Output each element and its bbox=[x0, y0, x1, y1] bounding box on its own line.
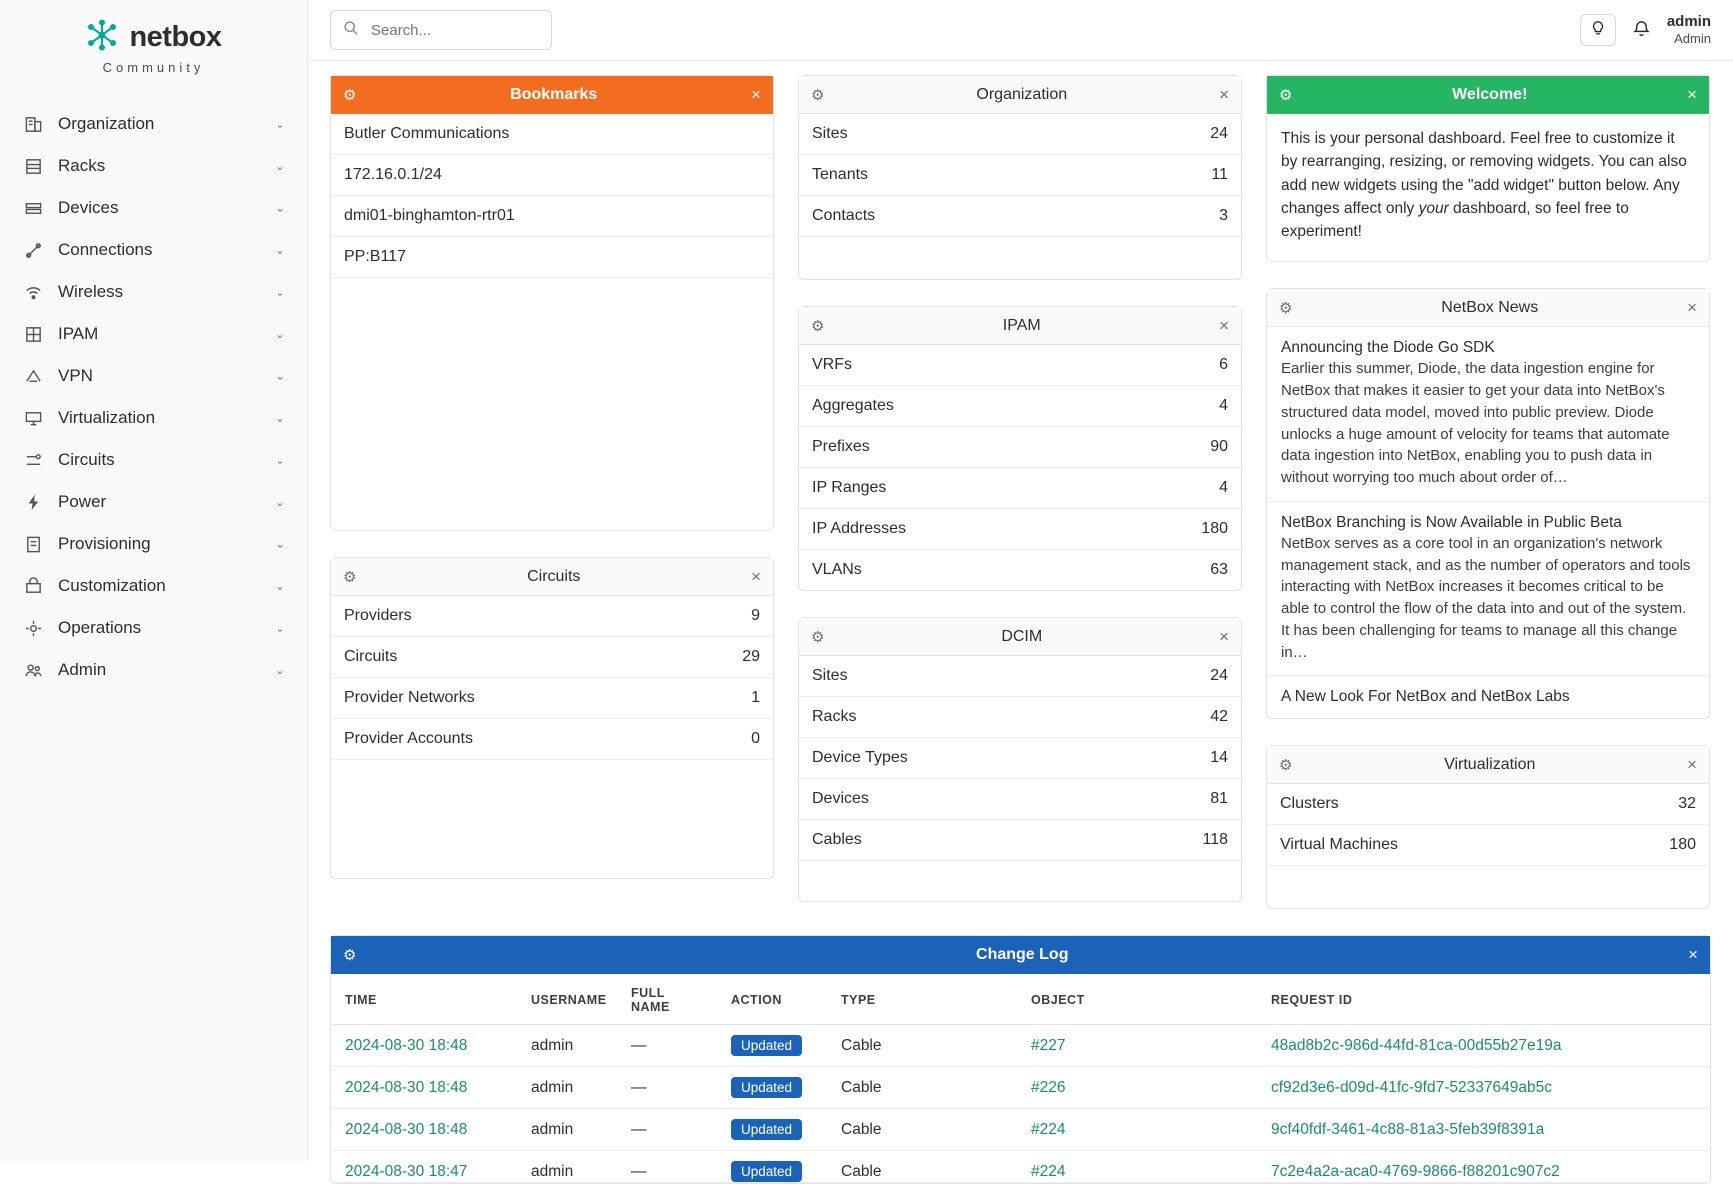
provisioning-icon bbox=[22, 533, 44, 555]
list-item-label: Virtual Machines bbox=[1280, 836, 1398, 854]
bookmarks-widget bbox=[330, 75, 774, 531]
list-item[interactable] bbox=[331, 678, 773, 719]
list-item-label: Circuits bbox=[344, 648, 398, 665]
dashboard-column-right bbox=[1266, 75, 1710, 909]
column-header-type[interactable]: TYPE bbox=[827, 974, 1017, 1025]
status-badge: Updated bbox=[731, 1077, 802, 1098]
bookmarks-empty-space bbox=[331, 278, 773, 530]
changelog-widget-title: Change Log bbox=[976, 945, 1069, 963]
virtualization-list bbox=[1267, 784, 1709, 908]
news-item-title: NetBox Branching is Now Available in Public Beta bbox=[1281, 513, 1622, 531]
admin-icon bbox=[22, 659, 44, 681]
news-widget-header bbox=[1267, 289, 1709, 327]
cell-username: admin bbox=[517, 1067, 617, 1109]
gear-icon[interactable]: ⚙ bbox=[811, 317, 825, 335]
bell-icon[interactable] bbox=[1632, 19, 1651, 42]
gear-icon[interactable]: ⚙ bbox=[343, 568, 357, 586]
topbar-right bbox=[1580, 13, 1711, 48]
sidebar-item-label: Operations bbox=[58, 618, 142, 637]
vpn-icon bbox=[22, 365, 44, 387]
sidebar-item-ipam[interactable] bbox=[0, 313, 307, 355]
search-input[interactable] bbox=[369, 21, 539, 40]
column-header-object[interactable]: OBJECT bbox=[1017, 974, 1257, 1025]
cell-type: Cable bbox=[827, 1067, 1017, 1109]
cell-request-id[interactable]: cf92d3e6-d09d-41fc-9fd7-52337649ab5c bbox=[1257, 1067, 1710, 1109]
ipam-widget bbox=[798, 306, 1242, 591]
circuits-icon bbox=[22, 449, 44, 471]
cell-fullname: — bbox=[617, 1067, 717, 1109]
sidebar-item-label: IPAM bbox=[58, 324, 99, 343]
list-item-value: 1 bbox=[751, 689, 760, 706]
close-icon[interactable]: × bbox=[1687, 298, 1697, 318]
bookmarks-list bbox=[331, 114, 773, 530]
cell-time[interactable]: 2024-08-30 18:48 bbox=[331, 1025, 517, 1067]
chevron-down-icon: ⌄ bbox=[274, 243, 285, 257]
status-badge: Updated bbox=[731, 1119, 802, 1140]
welcome-widget-body bbox=[1267, 114, 1709, 261]
dashboard-column-middle bbox=[798, 75, 1242, 902]
changelog-table bbox=[331, 974, 1710, 1183]
dcim-widget-title: DCIM bbox=[1001, 627, 1043, 645]
news-item-body: NetBox serves as a core tool in an organization's network management stack, and as the number of operators and tools interacting with NetBox increases it becomes critical to be able to control the flow of the data into and out of the system. It has been challenging for teams to manage all this change in… bbox=[1281, 534, 1691, 661]
close-icon[interactable]: × bbox=[1687, 85, 1697, 104]
cell-time[interactable]: 2024-08-30 18:48 bbox=[331, 1109, 517, 1151]
organization-widget-title: Organization bbox=[976, 85, 1068, 103]
sidebar-item-devices[interactable] bbox=[0, 187, 307, 229]
ipam-widget-header bbox=[799, 307, 1241, 345]
list-item[interactable] bbox=[799, 468, 1241, 509]
news-list bbox=[1267, 327, 1709, 718]
cell-object[interactable]: #224 bbox=[1017, 1109, 1257, 1151]
cell-fullname: — bbox=[617, 1151, 717, 1183]
gear-icon[interactable]: ⚙ bbox=[343, 86, 357, 104]
list-item-label: IP Ranges bbox=[812, 479, 887, 496]
organization-icon bbox=[22, 113, 44, 135]
search-box[interactable] bbox=[330, 10, 552, 50]
close-icon[interactable]: × bbox=[751, 567, 761, 586]
circuits-widget bbox=[330, 557, 774, 879]
main-area bbox=[308, 0, 1733, 1180]
welcome-text-emphasis: your bbox=[1418, 199, 1449, 217]
sidebar bbox=[0, 0, 308, 1161]
cell-username: admin bbox=[517, 1025, 617, 1067]
cell-request-id[interactable]: 48ad8b2c-986d-44fd-81ca-00d55b27e19a bbox=[1257, 1025, 1710, 1067]
list-item-value: 4 bbox=[1219, 479, 1228, 496]
list-item[interactable] bbox=[799, 509, 1241, 550]
virtualization-empty-space bbox=[1267, 866, 1709, 908]
list-item-value: 180 bbox=[1669, 836, 1696, 854]
news-item-title: A New Look For NetBox and NetBox Labs bbox=[1281, 688, 1570, 706]
sidebar-item-label: Racks bbox=[58, 156, 106, 175]
sidebar-item-organization[interactable] bbox=[0, 103, 307, 145]
list-item[interactable] bbox=[1267, 327, 1709, 502]
power-icon bbox=[22, 491, 44, 513]
cell-username: admin bbox=[517, 1151, 617, 1183]
list-item[interactable] bbox=[799, 155, 1241, 196]
chevron-down-icon: ⌄ bbox=[274, 411, 285, 425]
list-item-label: Devices bbox=[812, 790, 869, 807]
chevron-down-icon: ⌄ bbox=[274, 117, 285, 131]
list-item[interactable] bbox=[799, 114, 1241, 155]
sidebar-item-wireless[interactable] bbox=[0, 271, 307, 313]
list-item-value: 24 bbox=[1210, 125, 1228, 142]
welcome-text-part1: This is your personal dashboard. Feel free to customize it by rearranging, resizing, or removing widgets. You can also add new widgets using the "add widget" button below. Any changes affect only bbox=[1281, 130, 1687, 217]
list-item-label: Contacts bbox=[812, 207, 876, 224]
virtualization-widget-header bbox=[1267, 746, 1709, 784]
sidebar-item-circuits[interactable] bbox=[0, 439, 307, 481]
news-widget bbox=[1266, 288, 1710, 719]
welcome-widget-title: Welcome! bbox=[1452, 85, 1528, 103]
cell-request-id[interactable]: 7c2e4a2a-aca0-4769-9866-f88201c907c2 bbox=[1257, 1151, 1710, 1183]
news-item-title: Announcing the Diode Go SDK bbox=[1281, 339, 1495, 357]
list-item[interactable] bbox=[331, 637, 773, 678]
circuits-list bbox=[331, 596, 773, 878]
list-item[interactable]: PP:B117 bbox=[331, 237, 773, 278]
sidebar-item-label: Connections bbox=[58, 240, 153, 259]
chevron-down-icon: ⌄ bbox=[274, 369, 285, 383]
cell-time[interactable]: 2024-08-30 18:47 bbox=[331, 1151, 517, 1183]
welcome-text-part2: dashboard, so feel free to experiment! bbox=[1281, 199, 1629, 240]
bookmarks-widget-header bbox=[331, 76, 773, 114]
cell-request-id[interactable]: 9cf40fdf-3461-4c88-81a3-5feb39f8391a bbox=[1257, 1109, 1710, 1151]
user-menu[interactable] bbox=[1667, 13, 1711, 48]
news-widget-title: NetBox News bbox=[1441, 298, 1539, 316]
list-item[interactable]: 172.16.0.1/24 bbox=[331, 155, 773, 196]
close-icon[interactable]: × bbox=[751, 85, 761, 104]
circuits-widget-title: Circuits bbox=[527, 567, 581, 585]
list-item-label: Clusters bbox=[1280, 795, 1339, 813]
gear-icon[interactable]: ⚙ bbox=[1279, 756, 1293, 774]
sidebar-item-label: VPN bbox=[58, 366, 93, 385]
cell-object[interactable]: #227 bbox=[1017, 1025, 1257, 1067]
list-item[interactable] bbox=[799, 386, 1241, 427]
brand-name: netbox bbox=[129, 20, 222, 53]
sidebar-item-label: Devices bbox=[58, 198, 119, 217]
dashboard bbox=[308, 61, 1733, 1184]
list-item-value: 63 bbox=[1210, 561, 1228, 578]
list-item[interactable] bbox=[799, 196, 1241, 237]
close-icon[interactable]: × bbox=[1219, 316, 1229, 335]
list-item[interactable] bbox=[1267, 502, 1709, 677]
table-header-row bbox=[331, 974, 1710, 1025]
list-item-label: Tenants bbox=[812, 166, 869, 183]
chevron-down-icon: ⌄ bbox=[274, 285, 285, 299]
sidebar-item-label: Power bbox=[58, 492, 107, 511]
cell-type: Cable bbox=[827, 1151, 1017, 1183]
list-item-value: 0 bbox=[751, 730, 760, 747]
brand-subtitle: Community bbox=[102, 60, 205, 75]
sidebar-item-label: Virtualization bbox=[58, 408, 156, 427]
list-item[interactable] bbox=[799, 697, 1241, 738]
table-row[interactable] bbox=[331, 1025, 1710, 1067]
list-item-label: Provider Accounts bbox=[344, 730, 473, 747]
theme-toggle-button[interactable] bbox=[1580, 14, 1616, 46]
list-item-label: Sites bbox=[812, 667, 848, 684]
chevron-down-icon: ⌄ bbox=[274, 537, 285, 551]
list-item[interactable] bbox=[1267, 784, 1709, 825]
list-item-value: 42 bbox=[1210, 708, 1228, 725]
ipam-icon bbox=[22, 323, 44, 345]
cell-object[interactable]: #224 bbox=[1017, 1151, 1257, 1183]
list-item-label: VRFs bbox=[812, 356, 852, 373]
sidebar-item-label: Organization bbox=[58, 114, 155, 133]
operations-icon bbox=[22, 617, 44, 639]
chevron-down-icon: ⌄ bbox=[274, 663, 285, 677]
sidebar-item-admin[interactable] bbox=[0, 649, 307, 691]
column-header-request-id[interactable]: REQUEST ID bbox=[1257, 974, 1710, 1025]
gear-icon[interactable]: ⚙ bbox=[1279, 299, 1293, 317]
changelog-widget-header bbox=[331, 936, 1710, 974]
cell-object[interactable]: #226 bbox=[1017, 1067, 1257, 1109]
sidebar-item-label: Circuits bbox=[58, 450, 115, 469]
dcim-empty-space bbox=[799, 861, 1241, 901]
status-badge: Updated bbox=[731, 1161, 802, 1182]
welcome-widget-header bbox=[1267, 76, 1709, 114]
list-item-label: Provider Networks bbox=[344, 689, 475, 706]
cell-action bbox=[717, 1109, 827, 1151]
virtualization-widget bbox=[1266, 745, 1710, 909]
cell-fullname: — bbox=[617, 1109, 717, 1151]
sidebar-item-label: Customization bbox=[58, 576, 166, 595]
sidebar-item-customization[interactable] bbox=[0, 565, 307, 607]
close-icon[interactable]: × bbox=[1219, 85, 1229, 104]
list-item-value: 6 bbox=[1219, 356, 1228, 373]
changelog-widget bbox=[330, 935, 1711, 1184]
news-item-body: Earlier this summer, Diode, the data ingestion engine for NetBox that makes it easier to get your data into NetBox's structured data model, moved into public preview. Diode unlocks a huge amount of velocity for teams that automate data ingestion into NetBox, enabling you to push data in without worrying too much about order of… bbox=[1281, 360, 1670, 486]
list-item[interactable] bbox=[799, 820, 1241, 861]
chevron-down-icon: ⌄ bbox=[274, 621, 285, 635]
chevron-down-icon: ⌄ bbox=[274, 453, 285, 467]
chevron-down-icon: ⌄ bbox=[274, 159, 285, 173]
sidebar-nav bbox=[0, 103, 307, 691]
organization-widget-header bbox=[799, 76, 1241, 114]
sidebar-item-label: Wireless bbox=[58, 282, 124, 301]
devices-icon bbox=[22, 197, 44, 219]
list-item-label: Sites bbox=[812, 125, 848, 142]
sidebar-item-racks[interactable] bbox=[0, 145, 307, 187]
racks-icon bbox=[22, 155, 44, 177]
list-item[interactable]: dmi01-binghamton-rtr01 bbox=[331, 196, 773, 237]
sidebar-item-virtualization[interactable] bbox=[0, 397, 307, 439]
list-item-value: 90 bbox=[1210, 438, 1228, 455]
close-icon[interactable]: × bbox=[1219, 627, 1229, 646]
brand[interactable] bbox=[0, 8, 307, 89]
list-item-label: Device Types bbox=[812, 749, 908, 766]
connections-icon bbox=[22, 239, 44, 261]
circuits-empty-space bbox=[331, 760, 773, 878]
table-row[interactable] bbox=[331, 1109, 1710, 1151]
list-item[interactable] bbox=[1267, 825, 1709, 866]
topbar bbox=[308, 0, 1733, 61]
cell-type: Cable bbox=[827, 1025, 1017, 1067]
list-item-value: 81 bbox=[1210, 790, 1228, 807]
ipam-list bbox=[799, 345, 1241, 590]
list-item-label: IP Addresses bbox=[812, 520, 906, 537]
welcome-widget bbox=[1266, 75, 1710, 262]
search-icon bbox=[343, 20, 359, 40]
list-item-value: 11 bbox=[1211, 166, 1228, 183]
list-item[interactable] bbox=[1267, 676, 1709, 718]
ipam-widget-title: IPAM bbox=[1002, 316, 1041, 334]
customization-icon bbox=[22, 575, 44, 597]
organization-list bbox=[799, 114, 1241, 279]
list-item-label: Racks bbox=[812, 708, 857, 725]
list-item[interactable] bbox=[799, 738, 1241, 779]
list-item-value: 32 bbox=[1678, 795, 1696, 813]
table-row[interactable] bbox=[331, 1067, 1710, 1109]
close-icon[interactable]: × bbox=[1687, 755, 1697, 775]
column-header-fullname[interactable]: FULL NAME bbox=[617, 974, 717, 1025]
sidebar-item-vpn[interactable] bbox=[0, 355, 307, 397]
column-header-username[interactable]: USERNAME bbox=[517, 974, 617, 1025]
list-item[interactable] bbox=[799, 345, 1241, 386]
cell-time[interactable]: 2024-08-30 18:48 bbox=[331, 1067, 517, 1109]
cell-action bbox=[717, 1151, 827, 1183]
cell-action bbox=[717, 1025, 827, 1067]
organization-empty-space bbox=[799, 237, 1241, 279]
status-badge: Updated bbox=[731, 1035, 802, 1056]
cell-action bbox=[717, 1067, 827, 1109]
virtualization-widget-title: Virtualization bbox=[1444, 755, 1536, 773]
user-role: Admin bbox=[1674, 31, 1711, 47]
netbox-logo-icon bbox=[85, 18, 119, 56]
list-item-value: 3 bbox=[1219, 207, 1228, 224]
bookmarks-widget-title: Bookmarks bbox=[510, 85, 598, 103]
dashboard-column-left bbox=[330, 75, 774, 879]
chevron-down-icon: ⌄ bbox=[274, 579, 285, 593]
chevron-down-icon: ⌄ bbox=[274, 201, 285, 215]
list-item-label: Prefixes bbox=[812, 438, 870, 455]
sidebar-item-operations[interactable] bbox=[0, 607, 307, 649]
sidebar-item-power[interactable] bbox=[0, 481, 307, 523]
sidebar-item-connections[interactable] bbox=[0, 229, 307, 271]
sidebar-item-label: Provisioning bbox=[58, 534, 151, 553]
list-item-value: 24 bbox=[1210, 667, 1228, 684]
list-item[interactable] bbox=[799, 656, 1241, 697]
chevron-down-icon: ⌄ bbox=[274, 495, 285, 509]
list-item-value: 14 bbox=[1210, 749, 1228, 766]
gear-icon[interactable]: ⚙ bbox=[343, 946, 357, 964]
list-item-value: 29 bbox=[742, 648, 760, 665]
list-item[interactable] bbox=[799, 779, 1241, 820]
dcim-widget bbox=[798, 617, 1242, 902]
column-header-time[interactable]: TIME bbox=[331, 974, 517, 1025]
list-item-label: Cables bbox=[812, 831, 862, 848]
list-item-value: 118 bbox=[1202, 831, 1228, 848]
virtualization-icon bbox=[22, 407, 44, 429]
lightbulb-icon bbox=[1590, 20, 1606, 40]
wireless-icon bbox=[22, 281, 44, 303]
list-item[interactable] bbox=[331, 596, 773, 637]
sidebar-item-provisioning[interactable] bbox=[0, 523, 307, 565]
cell-fullname: — bbox=[617, 1025, 717, 1067]
column-header-action[interactable]: ACTION bbox=[717, 974, 827, 1025]
gear-icon[interactable]: ⚙ bbox=[1279, 86, 1293, 104]
list-item[interactable]: Butler Communications bbox=[331, 114, 773, 155]
circuits-widget-header bbox=[331, 558, 773, 596]
list-item-label: Aggregates bbox=[812, 397, 894, 414]
gear-icon[interactable]: ⚙ bbox=[811, 86, 825, 104]
cell-type: Cable bbox=[827, 1109, 1017, 1151]
organization-widget bbox=[798, 75, 1242, 280]
table-row[interactable] bbox=[331, 1151, 1710, 1183]
chevron-down-icon: ⌄ bbox=[274, 327, 285, 341]
list-item-value: 4 bbox=[1219, 397, 1228, 414]
sidebar-item-label: Admin bbox=[58, 660, 107, 679]
gear-icon[interactable]: ⚙ bbox=[811, 628, 825, 646]
user-name: admin bbox=[1666, 12, 1711, 30]
list-item[interactable] bbox=[799, 427, 1241, 468]
dashboard-grid bbox=[330, 75, 1711, 909]
dcim-widget-header bbox=[799, 618, 1241, 656]
dcim-list bbox=[799, 656, 1241, 901]
list-item-value: 9 bbox=[751, 607, 760, 624]
list-item-label: Providers bbox=[344, 607, 412, 624]
list-item-label: VLANs bbox=[812, 561, 862, 578]
list-item[interactable] bbox=[799, 550, 1241, 590]
close-icon[interactable]: × bbox=[1688, 945, 1698, 965]
list-item[interactable] bbox=[331, 719, 773, 760]
cell-username: admin bbox=[517, 1109, 617, 1151]
list-item-value: 180 bbox=[1201, 520, 1228, 537]
